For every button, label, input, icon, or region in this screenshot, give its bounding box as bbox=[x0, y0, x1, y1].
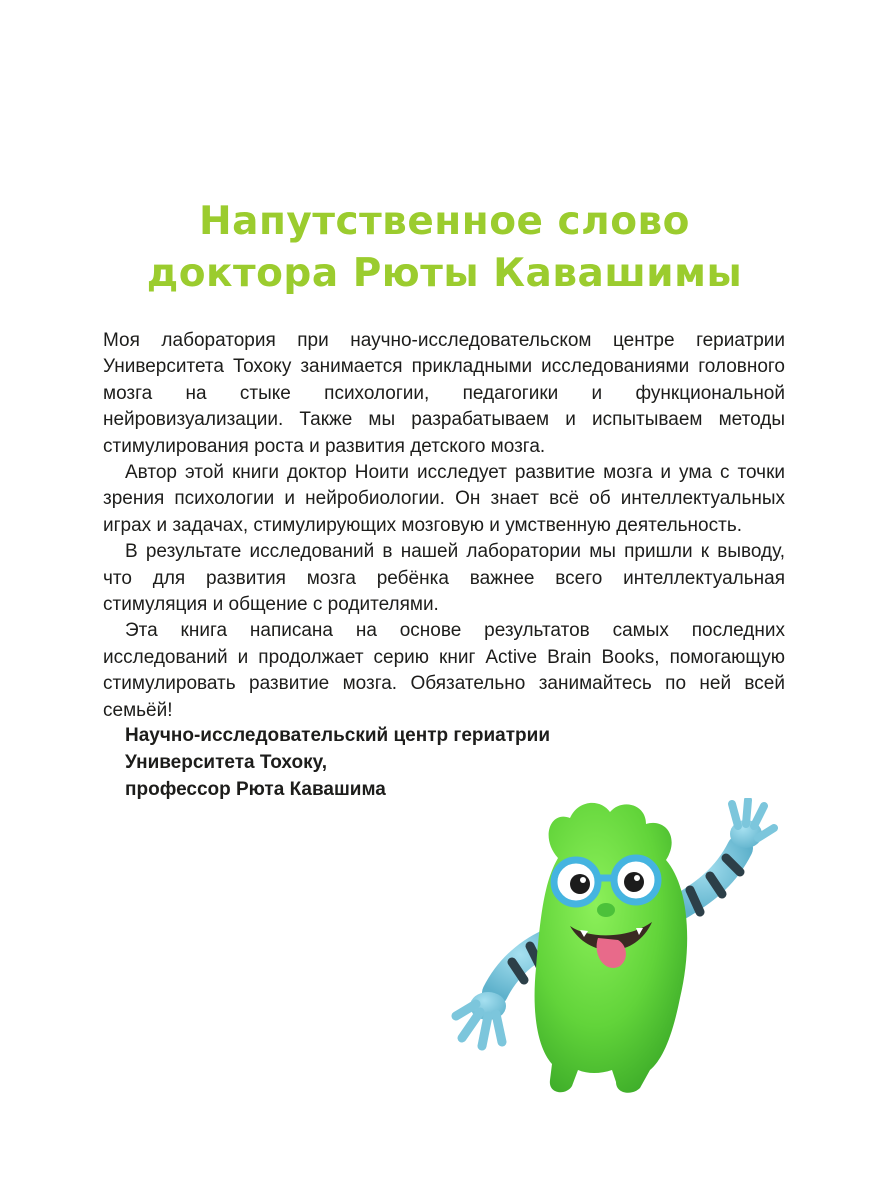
title-line-2: доктора Рюты Кавашимы bbox=[146, 251, 743, 296]
mascot-nose bbox=[597, 903, 615, 917]
paragraph-4: Эта книга написана на основе результатов самых последних исследований и продолжает серию книг Active Brain Books, помогающую стимулировать развитие мозга. Обязательно занимайтесь по ней всей семьёй! bbox=[103, 620, 785, 721]
title-line-1: Напутственное слово bbox=[199, 199, 690, 244]
mascot-illustration bbox=[440, 798, 780, 1098]
paragraph-1: Моя лаборатория при научно-исследовательском центре гериатрии Университета Тохоку занимается прикладными исследованиями головного мозга на стыке психологии, педагогики и функциональной нейровизуализации. Также мы разрабатываем и испытываем методы стимулирования роста и развития детского мозга. bbox=[103, 330, 785, 457]
signature-block bbox=[125, 722, 550, 803]
mascot-right-arm bbox=[678, 800, 774, 912]
page-title bbox=[0, 196, 889, 300]
signature-line-1: Научно-исследовательский центр гериатрии bbox=[125, 725, 551, 746]
signature-line-3: профессор Рюта Кавашима bbox=[125, 779, 386, 800]
signature-line-2: Университета Тохоку, bbox=[125, 752, 328, 773]
paragraph-3: В результате исследований в нашей лаборатории мы пришли к выводу, что для развития мозга ребёнка важнее всего интеллектуальная стимуляция и общение с родителями. bbox=[103, 541, 785, 616]
body-text bbox=[103, 328, 785, 724]
paragraph-2: Автор этой книги доктор Ноити исследует развитие мозга и ума с точки зрения психологии и нейробиологии. Он знает всё об интеллектуальных играх и задачах, стимулирующих мозговую и умственную деятельность. bbox=[103, 462, 785, 536]
